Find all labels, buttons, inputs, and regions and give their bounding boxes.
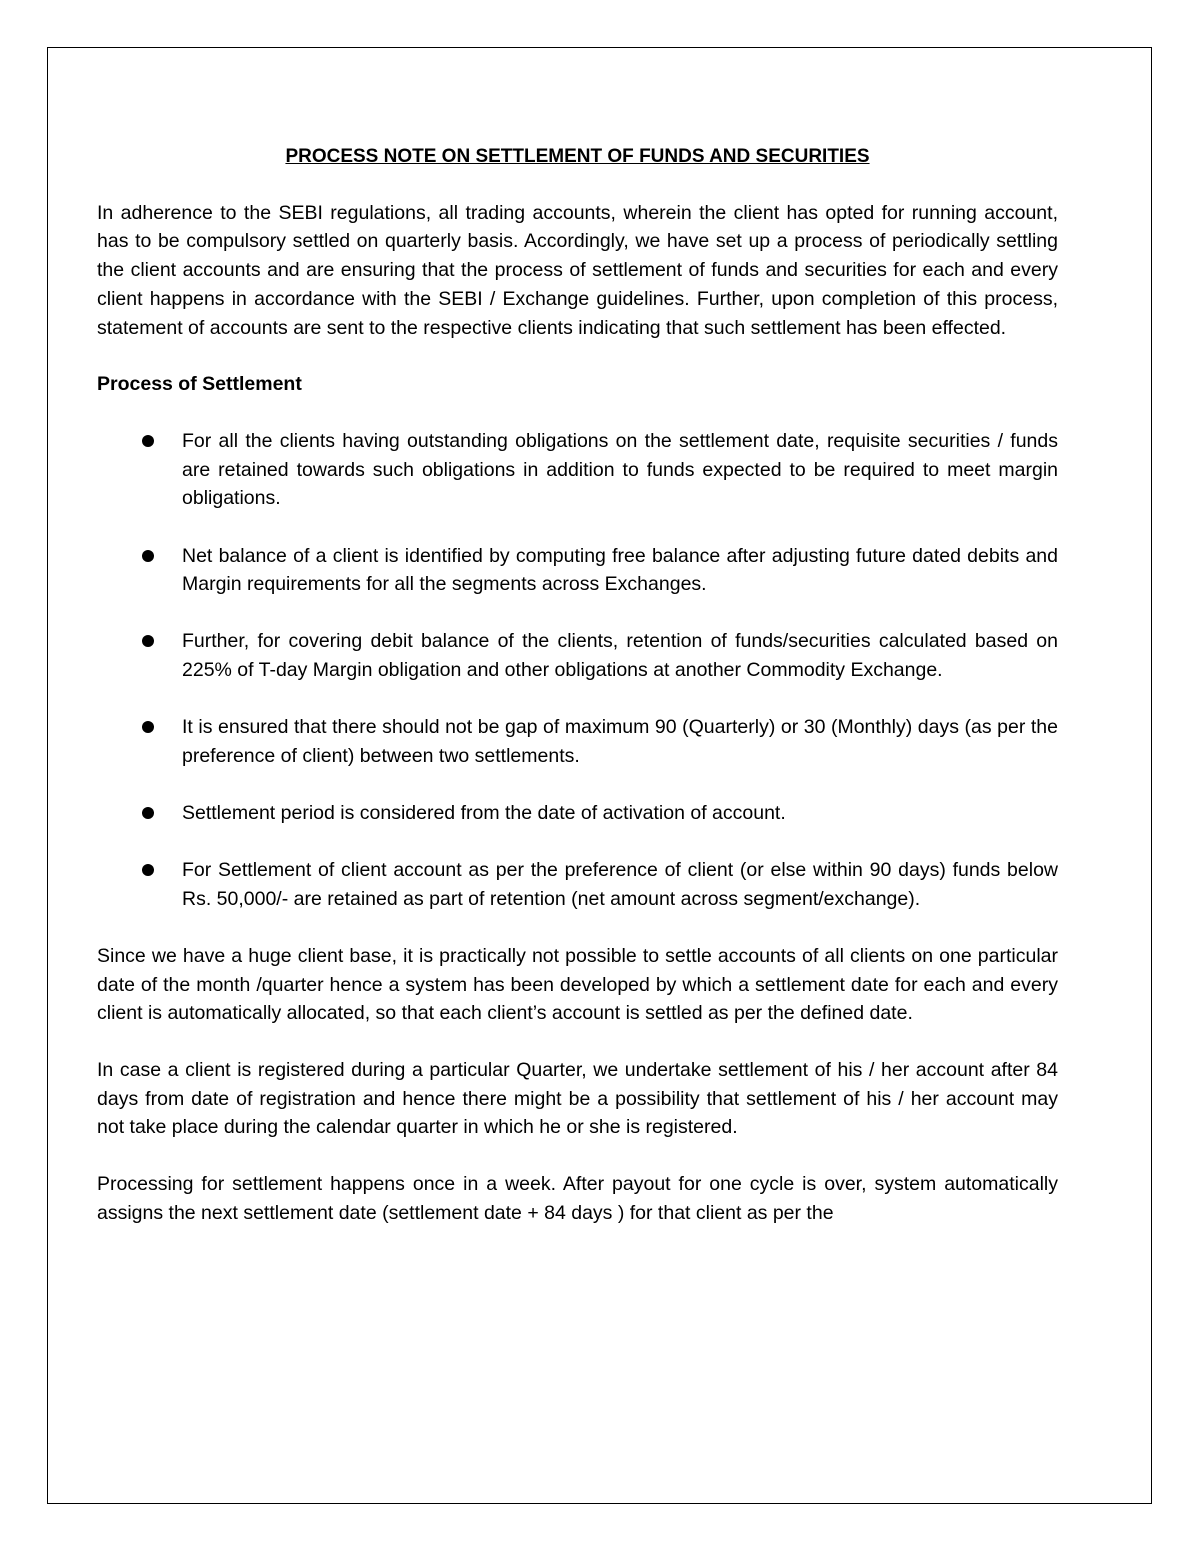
list-item-text: Further, for covering debit balance of the clients, retention of funds/securities calculated based on 225% of T-day Margin obligation and other obligations at another Commodity Exchange.	[182, 630, 1058, 682]
list-item	[97, 427, 1058, 513]
bullet-icon	[142, 550, 154, 562]
list-item	[97, 713, 1058, 770]
list-item	[97, 542, 1058, 599]
client-base-paragraph: Since we have a huge client base, it is practically not possible to settle accounts of all clients on one particular date of the month /quarter hence a system has been developed by which a settlement date for each and every client is automatically allocated, so that each client’s account is settled as per the defined date.	[97, 944, 1058, 1025]
list-item-text: For Settlement of client account as per the preference of client (or else within 90 days) funds below Rs. 50,000/- are retained as part of retention (net amount across segment/exchange).	[182, 859, 1058, 911]
bullet-icon	[142, 721, 154, 733]
bullet-icon	[142, 807, 154, 819]
intro-paragraph: In adherence to the SEBI regulations, all trading accounts, wherein the client has opted for running account, has to be compulsory settled on quarterly basis. Accordingly, we have set up a process of periodically settling the client accounts and are ensuring that the process of settlement of funds and securities for each and every client happens in accordance with the SEBI / Exchange guidelines. Further, upon completion of this process, statement of accounts are sent to the respective clients indicating that such settlement has been effected.	[97, 201, 1058, 339]
bullet-icon	[142, 635, 154, 647]
document-body	[97, 143, 1058, 1255]
bullet-icon	[142, 864, 154, 876]
list-item	[97, 856, 1058, 913]
bullet-icon	[142, 435, 154, 447]
section-heading: Process of Settlement	[97, 373, 302, 396]
list-item-text: Settlement period is considered from the date of activation of account.	[182, 802, 786, 825]
list-item-text: It is ensured that there should not be gap of maximum 90 (Quarterly) or 30 (Monthly) days (as per the preference of client) between two settlements.	[182, 716, 1058, 768]
document-title: PROCESS NOTE ON SETTLEMENT OF FUNDS AND SECURITIES	[285, 146, 870, 167]
list-item-text: Net balance of a client is identified by computing free balance after adjusting future dated debits and Margin requirements for all the segments across Exchanges.	[182, 544, 1058, 596]
processing-paragraph: Processing for settlement happens once in a week. After payout for one cycle is over, system automatically assigns the next settlement date (settlement date + 84 days ) for that client as per the	[97, 1173, 1058, 1224]
list-item-text: For all the clients having outstanding obligations on the settlement date, requisite securities / funds are retained towards such obligations in addition to funds expected to be required to meet margin obligations.	[182, 429, 1058, 510]
list-item	[97, 627, 1058, 684]
list-item	[97, 799, 1058, 828]
settlement-bullet-list	[97, 427, 1058, 914]
registration-paragraph: In case a client is registered during a particular Quarter, we undertake settlement of his / her account after 84 days from date of registration and hence there might be a possibility that settlement of his / her account may not take place during the calendar quarter in which he or she is registered.	[97, 1058, 1058, 1139]
